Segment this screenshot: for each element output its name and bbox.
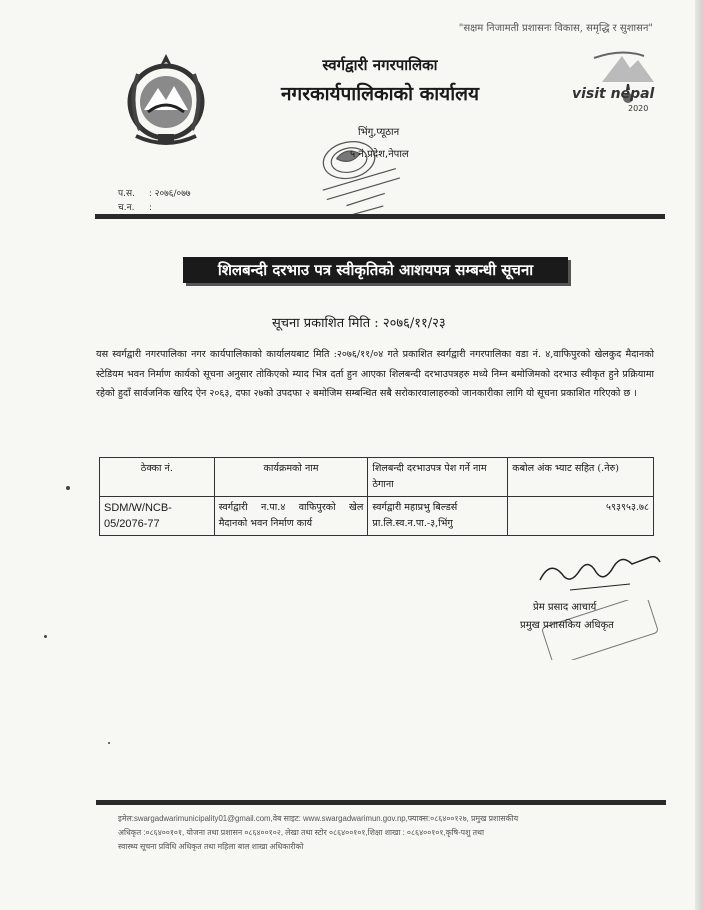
header-bidder: शिलबन्दी दरभाउपत्र पेश गर्ने नाम ठेगाना [368,458,508,497]
visit-nepal-year: 2020 [628,104,649,113]
table-row [100,497,654,536]
reference-cha-na [118,200,152,213]
footer-line-3: स्वास्थ्य सूचना प्रविधि अधिकृत तथा महिला बाल शाखा अधिकारीको [118,842,304,851]
header-contract-no: ठेक्का नं. [100,458,215,497]
address-line-2: ५ नं.प्रदेश,नेपाल [350,149,409,160]
cha-na-label: च.न. [118,203,135,213]
address-line-1: भिंगु,प्यूठान [358,127,400,138]
cha-na-value: : [148,203,152,213]
footer-divider [96,800,666,805]
nepal-emblem-icon [118,50,214,150]
office-name: नगरकार्यपालिकाको कार्यालय [280,83,480,105]
amount-cell: ५९३९५३.७८ [508,497,654,536]
published-date: सूचना प्रकाशित मिति : २०७६/११/२३ [272,316,446,331]
pa-sa-label: प.स. [118,189,135,199]
pa-sa-value: : २०७६/०७७ [148,189,191,199]
notice-title: शिलबन्दी दरभाउ पत्र स्वीकृतिको आशयपत्र सम्बन्धी सूचना [183,257,568,283]
municipality-name: स्वर्गद्वारी नगरपालिका [322,56,438,74]
header-amount: कबोल अंक भ्याट सहित (.नेरु) [508,458,654,497]
program-cell: स्वर्गद्वारी न.पा.४ वाफिपुरको खेल मैदानको भवन निर्माण कार्य [214,497,368,536]
reference-pa-sa [118,186,191,199]
footer-line-2: अधिकृत :०८६४००१०१, योजना तथा प्रशासन ०८६४००१०२, लेखा तथा स्टोर ०८६४००१०१,शिक्षा शाखा : ०८६४००१०१,कृषि-पशु तथा [118,828,485,837]
visit-nepal-text: visit nepal [572,86,655,102]
table-header-row [100,458,654,497]
bidder-cell: स्वर्गद्वारी महाप्रभु बिल्डर्स प्रा.लि.स्व.न.पा.-३,भिंगु [368,497,508,536]
notice-body: यस स्वर्गद्वारी नगरपालिका नगर कार्यपालिकाको कार्यालयबाट मिति :२०७६/११/०४ गते प्रकाशित स्वर्गद्वारी नगरपालिका वडा नं. ४,वाफिपुरको खेलकुद मैदानको स्टेडियम भवन निर्माण कार्यको सूचना अनुसार तोकिएको म्याद भित्र दर्ता हुन आएका शिलबन्दी दरभाउपत्रहरु मध्ये निम्न बमोजिमको दरभाउ स्वीकृत हुने प्रक्रियामा रहेको हुदाँ सार्वजनिक खरिद ऐन २०६३, दफा २७को उपदफा २ बमोजिम सम्बन्धित सबै सरोकारवालाहरुको जानकारीका लागि यो सूचना प्रकाशित गरिएको छ । [96,349,654,399]
motto: "सक्षम निजामती प्रशासनः विकास, समृद्धि र सुशासन" [458,23,653,34]
scan-edge [695,0,703,910]
header-divider [95,214,665,219]
signatory-title: प्रमुख प्रशासकिय अधिकृत [520,620,614,631]
header-program: कार्यक्रमको नाम [214,458,368,497]
bid-table [99,457,654,536]
footer-contact [118,812,678,854]
scan-speck [66,486,70,490]
visit-nepal-logo-icon [572,44,672,116]
signatory-name: प्रेम प्रसाद आचार्य [533,602,597,613]
scan-speck [44,635,47,638]
scan-speck [108,742,110,744]
footer-line-1: इमेल:swargadwarimunicipality01@gmail.com,वेब साइट: www.swargadwarimun.gov.np,फ्याक्स:०८६४००१२७, प्रमुख प्रशासकीय [118,814,519,823]
contract-no-cell: SDM/W/NCB-05/2076-77 [100,497,215,536]
